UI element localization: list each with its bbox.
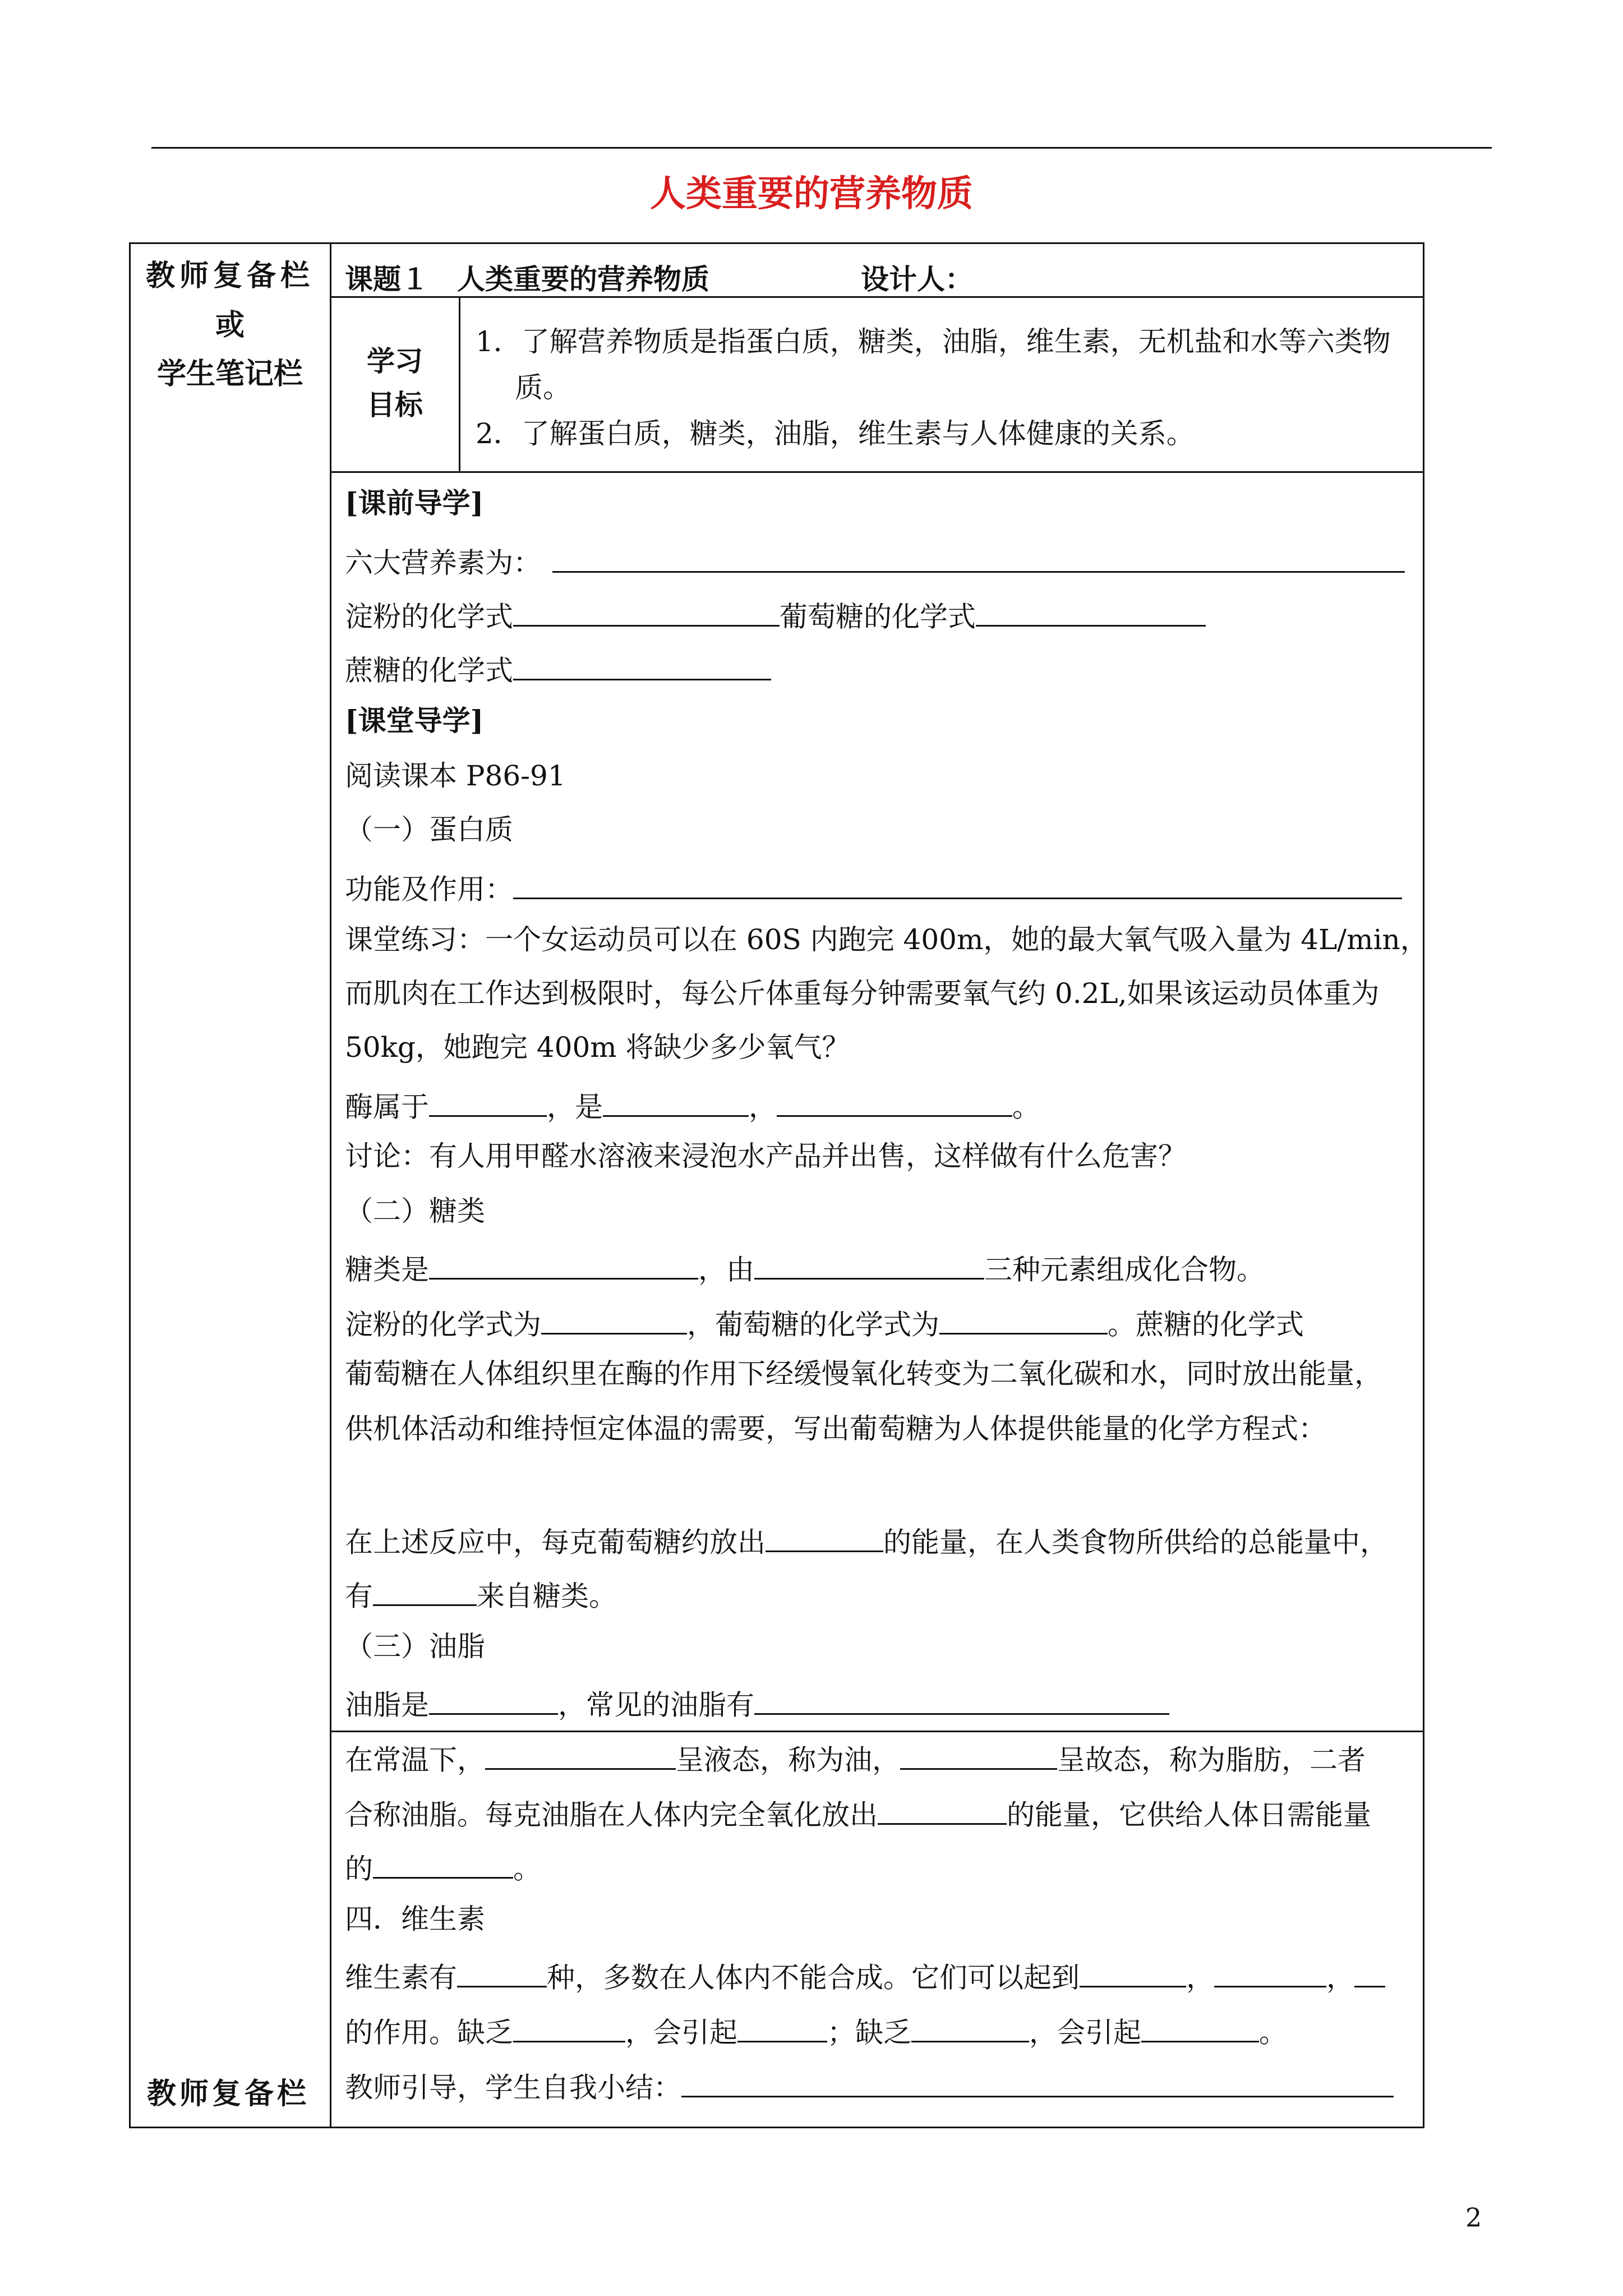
- summary-blank[interactable]: [681, 2069, 1394, 2097]
- temp-blank-2[interactable]: [900, 1741, 1057, 1770]
- page-title: 人类重要的营养物质: [650, 173, 973, 215]
- temp-text-2: 呈液态，称为油，: [676, 1743, 900, 1777]
- deficiency-blank-1[interactable]: [513, 2014, 625, 2042]
- sugar-end: 三种元素组成化合物。: [984, 1253, 1265, 1286]
- formula2-blank-2[interactable]: [939, 1306, 1108, 1335]
- deficiency-line: [345, 2014, 1287, 2047]
- in-class-heading: [课堂导学]: [345, 704, 484, 737]
- glucose-line-2: 供机体活动和维持恒定体温的需要，写出葡萄糖为人体提供能量的化学方程式：: [345, 1412, 1326, 1445]
- six-nutrients-blank[interactable]: [552, 544, 1405, 573]
- fat-line: [345, 1686, 1169, 1722]
- section-sugar: （二）糖类: [345, 1195, 485, 1227]
- objectives-label-2: 目标: [367, 388, 423, 421]
- vitamin-blank-2[interactable]: [1080, 1959, 1186, 1987]
- objectives-label-1: 学习: [367, 344, 423, 378]
- objective-1: 1．了解营养物质是指蛋白质，糖类，油脂，维生素，无机盐和水等六类物质。: [476, 325, 1391, 404]
- sucrose-formula-label: 蔗糖的化学式: [345, 654, 513, 687]
- enzyme-line: [345, 1088, 1040, 1124]
- exercise-line-1: 课堂练习：一个女运动员可以在 60S 内跑完 400m，她的最大氧气吸入量为 4L/min，: [345, 923, 1428, 956]
- enzyme-end: 。: [1012, 1091, 1040, 1124]
- content-area: [345, 0, 1428, 2128]
- designer-label: 设计人：: [861, 263, 973, 296]
- deficiency-text-1: 的作用。缺乏: [345, 2016, 513, 2049]
- deficiency-blank-2[interactable]: [737, 2014, 827, 2042]
- deficiency-text-2: ，会引起: [625, 2016, 737, 2049]
- formula-line: [345, 598, 1206, 631]
- energy-text-1: 在上述反应中，每克葡萄糖约放出: [345, 1526, 766, 1559]
- function-blank[interactable]: [513, 871, 1402, 899]
- energy-line-1: [345, 1524, 1388, 1557]
- summary-line: [345, 2069, 1394, 2102]
- discussion: 讨论：有人用甲醛水溶液来浸泡水产品并出售，这样做有什么危害？: [345, 1140, 1186, 1172]
- energy-line-2: [345, 1577, 617, 1611]
- sugar-sep: ，由: [698, 1253, 754, 1286]
- function-label: 功能及作用：: [345, 873, 513, 906]
- enzyme-label: 酶属于: [345, 1091, 429, 1124]
- fat-share-line: [345, 1850, 541, 1883]
- fat-energy-text-1: 合称油脂。每克油脂在人体内完全氧化放出: [345, 1798, 878, 1832]
- sugar-blank-2[interactable]: [754, 1251, 984, 1280]
- sugar-line: [345, 1251, 1265, 1284]
- glucose-line-1: 葡萄糖在人体组织里在酶的作用下经缓慢氧化转变为二氧化碳和水，同时放出能量，: [345, 1358, 1382, 1390]
- starch-formula-label: 淀粉的化学式: [345, 600, 513, 633]
- energy-text-3: 有: [345, 1580, 373, 1613]
- starch-formula-blank[interactable]: [513, 598, 780, 627]
- formula2-blank-1[interactable]: [541, 1306, 687, 1335]
- vitamin-sep-2: ，: [1326, 1961, 1354, 1994]
- energy-blank-2[interactable]: [373, 1577, 477, 1606]
- fat-blank-1[interactable]: [429, 1686, 558, 1715]
- glucose-formula-label: 葡萄糖的化学式: [780, 600, 976, 633]
- deficiency-blank-4[interactable]: [1141, 2014, 1259, 2042]
- summary-label: 教师引导，学生自我小结：: [345, 2071, 681, 2104]
- glucose-formula-blank[interactable]: [976, 598, 1206, 627]
- fat-label: 油脂是: [345, 1688, 429, 1722]
- sidebar-line-2: 或: [215, 307, 245, 342]
- sidebar-bottom-label: 教师复备栏: [147, 2077, 310, 2111]
- vitamin-line: [345, 1959, 1385, 1992]
- sucrose-line: [345, 652, 771, 685]
- energy-blank-1[interactable]: [766, 1524, 883, 1552]
- fat-energy-line: [345, 1796, 1371, 1832]
- enzyme-sep-2: ，: [749, 1091, 777, 1124]
- fat-share-text-2: 。: [513, 1852, 541, 1885]
- section-fat: （三）油脂: [345, 1630, 485, 1663]
- deficiency-text-4: ，会引起: [1029, 2016, 1141, 2049]
- vitamin-blank-1[interactable]: [457, 1959, 547, 1987]
- formula2-line: [345, 1306, 1304, 1339]
- sucrose-formula-blank[interactable]: [513, 652, 771, 680]
- fat-energy-blank[interactable]: [878, 1796, 1007, 1825]
- temp-text-1: 在常温下，: [345, 1743, 485, 1777]
- fat-energy-text-2: 的能量，它供给人体日需能量: [1007, 1798, 1371, 1832]
- temp-blank-1[interactable]: [485, 1741, 676, 1770]
- sugar-blank-1[interactable]: [429, 1251, 698, 1280]
- function-line: [345, 871, 1402, 904]
- sugar-label: 糖类是: [345, 1253, 429, 1286]
- energy-text-2: 的能量，在人类食物所供给的总能量中，: [883, 1526, 1388, 1559]
- exercise-line-3: 50kg，她跑完 400m 将缺少多少氧气？: [345, 1031, 850, 1064]
- formula2-glucose: ，葡萄糖的化学式为: [687, 1308, 939, 1341]
- fat-share-text-1: 的: [345, 1852, 373, 1885]
- sidebar-notes-label: [130, 257, 330, 393]
- vitamin-blank-4[interactable]: [1354, 1959, 1385, 1987]
- read-book: 阅读课本 P86-91: [345, 760, 566, 792]
- enzyme-blank-3[interactable]: [777, 1088, 1012, 1117]
- temp-text-3: 呈故态，称为脂肪，二者: [1057, 1743, 1366, 1777]
- enzyme-blank-1[interactable]: [429, 1088, 547, 1117]
- six-nutrients-label: 六大营养素为：: [345, 546, 541, 579]
- sidebar-line-1: 教师复备栏: [145, 259, 314, 293]
- sidebar-divider: [330, 242, 331, 2128]
- energy-text-4: 来自糖类。: [477, 1580, 617, 1613]
- deficiency-text-3: ；缺乏: [827, 2016, 911, 2049]
- deficiency-text-5: 。: [1259, 2016, 1287, 2049]
- pre-class-heading: [课前导学]: [345, 486, 484, 519]
- fat-common: ，常见的油脂有: [558, 1688, 754, 1722]
- formula2-sucrose: 。蔗糖的化学式: [1108, 1308, 1304, 1341]
- enzyme-blank-2[interactable]: [603, 1088, 749, 1117]
- exercise-line-2: 而肌肉在工作达到极限时，每公斤体重每分钟需要氧气约 0.2L,如果该运动员体重为: [345, 977, 1380, 1010]
- fat-share-blank[interactable]: [373, 1850, 513, 1879]
- lesson-title: 课题１ 人类重要的营养物质: [345, 263, 709, 296]
- enzyme-sep-1: ，是: [547, 1091, 603, 1124]
- vitamin-blank-3[interactable]: [1214, 1959, 1326, 1987]
- page-number: 2: [1465, 2202, 1482, 2233]
- fat-blank-2[interactable]: [754, 1686, 1169, 1715]
- formula2-starch: 淀粉的化学式为: [345, 1308, 541, 1341]
- temperature-line: [345, 1741, 1366, 1777]
- vitamin-text-2: 种，多数在人体内不能合成。它们可以起到: [547, 1961, 1080, 1994]
- vitamin-text-1: 维生素有: [345, 1961, 457, 1994]
- section-protein: （一）蛋白质: [345, 813, 513, 846]
- sidebar-line-3: 学生笔记栏: [156, 357, 303, 392]
- objective-2: 2．了解蛋白质，糖类，油脂，维生素与人体健康的关系。: [476, 417, 1195, 450]
- section-vitamin: 四．维生素: [345, 1903, 485, 1935]
- vitamin-sep-1: ，: [1186, 1961, 1214, 1994]
- deficiency-blank-3[interactable]: [911, 2014, 1029, 2042]
- six-nutrients-line: [345, 544, 1405, 577]
